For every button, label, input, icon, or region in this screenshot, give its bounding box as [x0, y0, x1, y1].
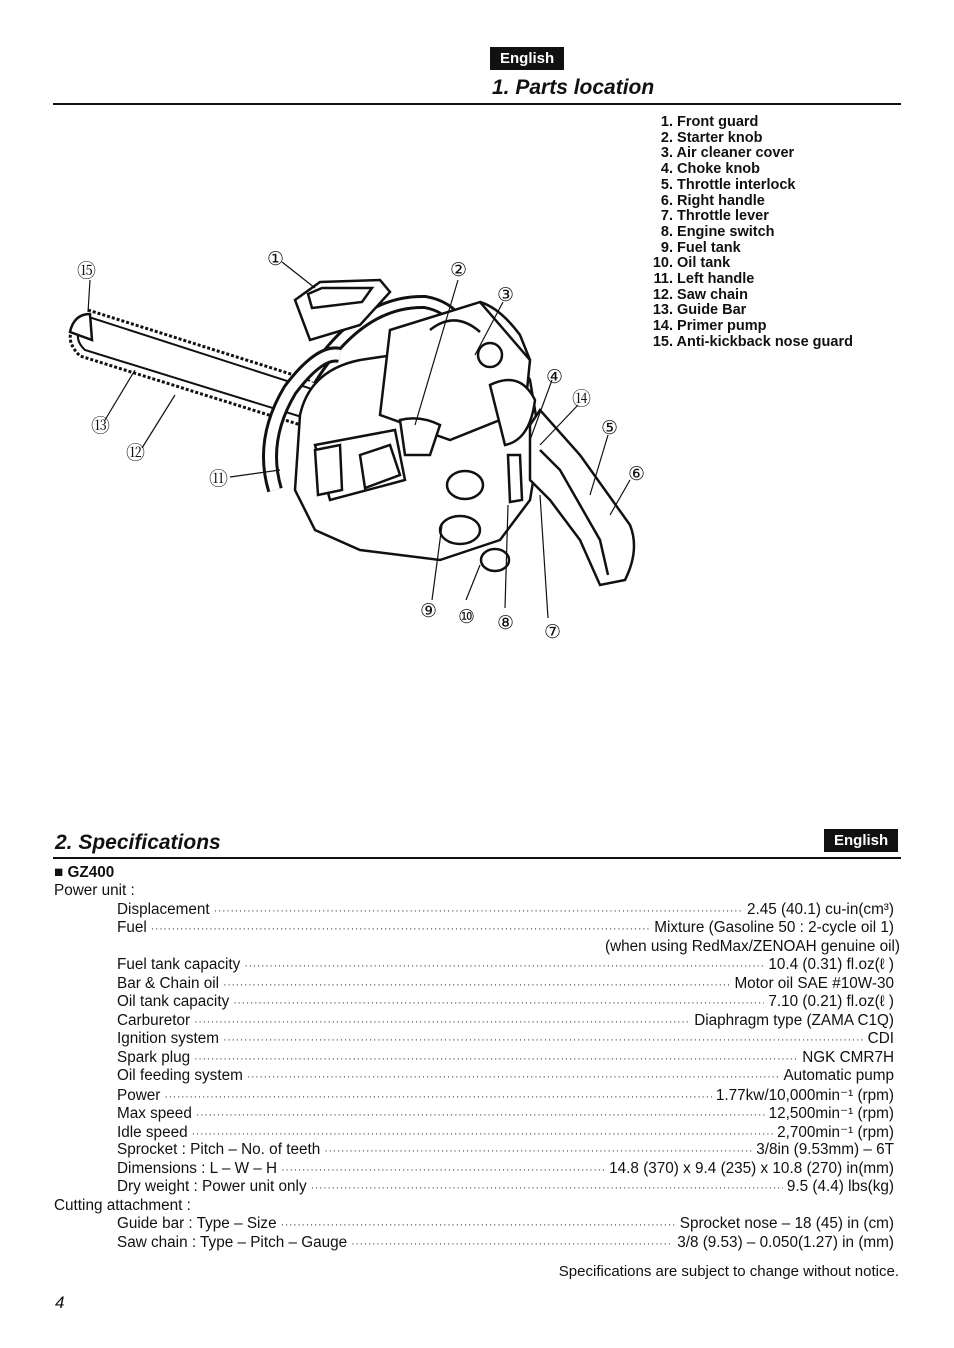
spec-value: 7.10 (0.21) fl.oz(ℓ ) — [768, 993, 894, 1010]
spec-value: 2.45 (40.1) cu-in(cm³) — [746, 900, 894, 918]
callout-8: ⑧ — [497, 613, 515, 634]
specifications-footnote: Specifications are subject to change without notice. — [558, 1263, 899, 1280]
parts-list-item — [644, 115, 853, 131]
parts-list-item — [644, 178, 853, 194]
parts-list-number: 12. — [652, 286, 673, 303]
parts-list-label: Engine switch — [677, 223, 775, 240]
parts-list-number: 4. — [660, 161, 673, 178]
parts-list-number: 6. — [660, 192, 673, 209]
callout-7: ⑦ — [544, 622, 562, 643]
spec-value: Diaphragm type (ZAMA C1Q) — [694, 1011, 894, 1029]
parts-list-label: Oil tank — [677, 255, 731, 272]
parts-list-number: 7. — [660, 208, 673, 225]
parts-list-item — [644, 319, 853, 335]
spec-row — [117, 956, 894, 975]
spec-row — [117, 1141, 894, 1160]
callout-5: ⑤ — [601, 418, 619, 439]
spec-row — [117, 1067, 894, 1086]
callout-6: ⑥ — [628, 464, 646, 485]
callout-14: ⑭ — [572, 389, 592, 410]
spec-value: 3/8 (9.53) – 0.050(1.27) in (mm) — [677, 1233, 894, 1251]
parts-list-number: 9. — [660, 239, 673, 256]
spec-value: 9.5 (4.4) lbs(kg) — [786, 1178, 894, 1195]
spec-leader-dots — [151, 923, 650, 935]
parts-list-item — [644, 256, 853, 272]
parts-list-item — [644, 162, 853, 178]
chainsaw-diagram — [60, 240, 650, 650]
parts-list-label: Choke knob — [677, 161, 761, 178]
spec-label: Guide bar : Type – Size — [117, 1215, 277, 1232]
spec-value: NGK CMR7H — [802, 1048, 894, 1066]
spec-label: Idle speed — [117, 1123, 188, 1141]
spec-row — [117, 1012, 894, 1031]
callout-9: ⑨ — [420, 601, 438, 622]
spec-value: Automatic pump — [783, 1067, 894, 1084]
callout-15: ⑮ — [77, 261, 97, 282]
parts-list-item — [644, 146, 853, 162]
callout-13: ⑬ — [91, 416, 111, 437]
spec-row — [117, 1160, 894, 1179]
spec-value: 2,700min⁻¹ (rpm) — [777, 1123, 894, 1141]
parts-list-item — [644, 272, 853, 288]
model-name: ■ GZ400 — [54, 864, 115, 881]
spec-leader-dots — [164, 1091, 712, 1103]
parts-list-item — [644, 288, 853, 304]
spec-label: Oil tank capacity — [117, 993, 230, 1010]
spec-label: Dimensions : L – W – H — [117, 1159, 278, 1177]
parts-list-label: Front guard — [677, 114, 759, 130]
callout-3: ③ — [497, 285, 515, 306]
spec-value: Sprocket nose – 18 (45) in (cm) — [679, 1215, 894, 1232]
callout-2: ② — [450, 260, 468, 281]
spec-label: Ignition system — [117, 1030, 220, 1047]
spec-row — [117, 1104, 894, 1123]
spec-value: 1.77kw/10,000min⁻¹ (rpm) — [715, 1086, 894, 1104]
parts-list-label: Left handle — [677, 271, 755, 288]
spec-label: Oil feeding system — [117, 1067, 243, 1084]
specifications-rule — [53, 857, 901, 859]
spec-leader-dots — [223, 1034, 864, 1046]
spec-label: Dry weight : Power unit only — [117, 1178, 307, 1195]
spec-value: CDI — [867, 1030, 894, 1047]
parts-list-number: 1. — [660, 114, 673, 130]
spec-leader-dots — [233, 997, 764, 1009]
spec-row — [117, 1086, 894, 1105]
specifications-title: 2. Specifications — [55, 831, 221, 854]
parts-list-label: Starter knob — [677, 129, 763, 146]
parts-list-item — [644, 303, 853, 319]
powerhead-illustration — [270, 280, 634, 585]
parts-list-number: 5. — [660, 176, 673, 193]
spec-value: 10.4 (0.31) fl.oz(ℓ ) — [768, 956, 894, 973]
spec-leader-dots — [281, 1164, 605, 1176]
spec-leader-dots — [244, 960, 764, 972]
spec-leader-dots — [196, 1109, 765, 1121]
parts-list-label: Throttle interlock — [677, 176, 796, 193]
parts-list-number: 10. — [652, 255, 673, 272]
spec-leader-dots — [214, 905, 743, 917]
parts-list-label: Right handle — [677, 192, 765, 209]
spec-row — [117, 975, 894, 994]
spec-label: Fuel — [117, 919, 147, 936]
spec-label: Max speed — [117, 1105, 192, 1122]
spec-leader-dots — [247, 1071, 780, 1083]
spec-label: Bar & Chain oil — [117, 974, 220, 992]
spec-row — [117, 1030, 894, 1049]
spec-leader-dots — [311, 1182, 783, 1194]
parts-list-label: Throttle lever — [677, 208, 769, 225]
spec-label: Displacement — [117, 900, 210, 918]
callout-1: ① — [267, 249, 285, 270]
parts-list-number: 13. — [652, 302, 673, 319]
specifications-language-badge: English — [824, 829, 898, 852]
spec-value: 12,500min⁻¹ (rpm) — [768, 1105, 894, 1122]
parts-list-item — [644, 335, 853, 351]
callout-10: ⑩ — [458, 607, 476, 628]
parts-list — [644, 115, 853, 351]
spec-row — [117, 1049, 894, 1068]
parts-list-label: Fuel tank — [677, 239, 741, 256]
parts-list-item — [644, 241, 853, 257]
spec-row — [117, 1178, 894, 1197]
spec-leader-dots — [351, 1238, 673, 1250]
spec-leader-dots — [223, 979, 730, 991]
callout-11: ⑪ — [209, 469, 229, 490]
header-rule — [53, 103, 901, 105]
callout-4: ④ — [546, 367, 564, 388]
spec-label: Carburetor — [117, 1011, 191, 1029]
spec-row — [117, 919, 894, 938]
spec-leader-dots — [192, 1128, 774, 1140]
parts-list-label: Primer pump — [677, 318, 767, 335]
spec-value: 14.8 (370) x 9.4 (235) x 10.8 (270) in(mm) — [609, 1159, 894, 1177]
parts-list-number: 11. — [653, 271, 673, 288]
spec-label: Spark plug — [117, 1048, 191, 1066]
cutting-attachment-heading: Cutting attachment : — [54, 1196, 191, 1214]
parts-list-label: Anti-kickback nose guard — [676, 333, 853, 350]
spec-value: Motor oil SAE #10W-30 — [734, 974, 894, 992]
spec-value: Mixture (Gasoline 50 : 2-cycle oil 1) — [654, 919, 894, 936]
parts-list-item — [644, 209, 853, 225]
spec-label: Saw chain : Type – Pitch – Gauge — [117, 1233, 348, 1251]
parts-list-item — [644, 131, 853, 147]
parts-list-number: 2. — [660, 129, 673, 146]
parts-list-label: Guide Bar — [677, 302, 747, 319]
fuel-note: (when using RedMax/ZENOAH genuine oil) — [604, 937, 900, 955]
spec-label: Fuel tank capacity — [117, 956, 241, 973]
spec-row — [117, 1123, 894, 1142]
callout-12: ⑫ — [126, 443, 146, 464]
parts-list-item — [644, 194, 853, 210]
spec-row — [117, 1215, 894, 1234]
parts-list-label: Air cleaner cover — [676, 145, 795, 162]
power-unit-heading: Power unit : — [54, 882, 135, 899]
spec-leader-dots — [194, 1016, 690, 1028]
spec-leader-dots — [194, 1053, 798, 1065]
parts-location-title: 1. Parts location — [492, 76, 655, 99]
parts-list-number: 3. — [660, 145, 673, 162]
spec-row — [117, 1234, 894, 1253]
specifications-table — [54, 864, 902, 1252]
parts-list-number: 8. — [660, 223, 673, 240]
parts-list-number: 15. — [652, 333, 673, 350]
parts-list-number: 14. — [652, 318, 673, 335]
parts-list-item — [644, 225, 853, 241]
parts-list-label: Saw chain — [677, 286, 748, 303]
spec-label: Sprocket : Pitch – No. of teeth — [117, 1141, 321, 1158]
language-badge: English — [490, 47, 564, 70]
spec-value: 3/8in (9.53mm) – 6T — [756, 1141, 894, 1158]
spec-label: Power — [117, 1086, 161, 1104]
spec-leader-dots — [324, 1145, 752, 1157]
spec-row — [117, 901, 894, 920]
spec-leader-dots — [281, 1219, 676, 1231]
page-number: 4 — [55, 1293, 65, 1312]
spec-row — [117, 993, 894, 1012]
